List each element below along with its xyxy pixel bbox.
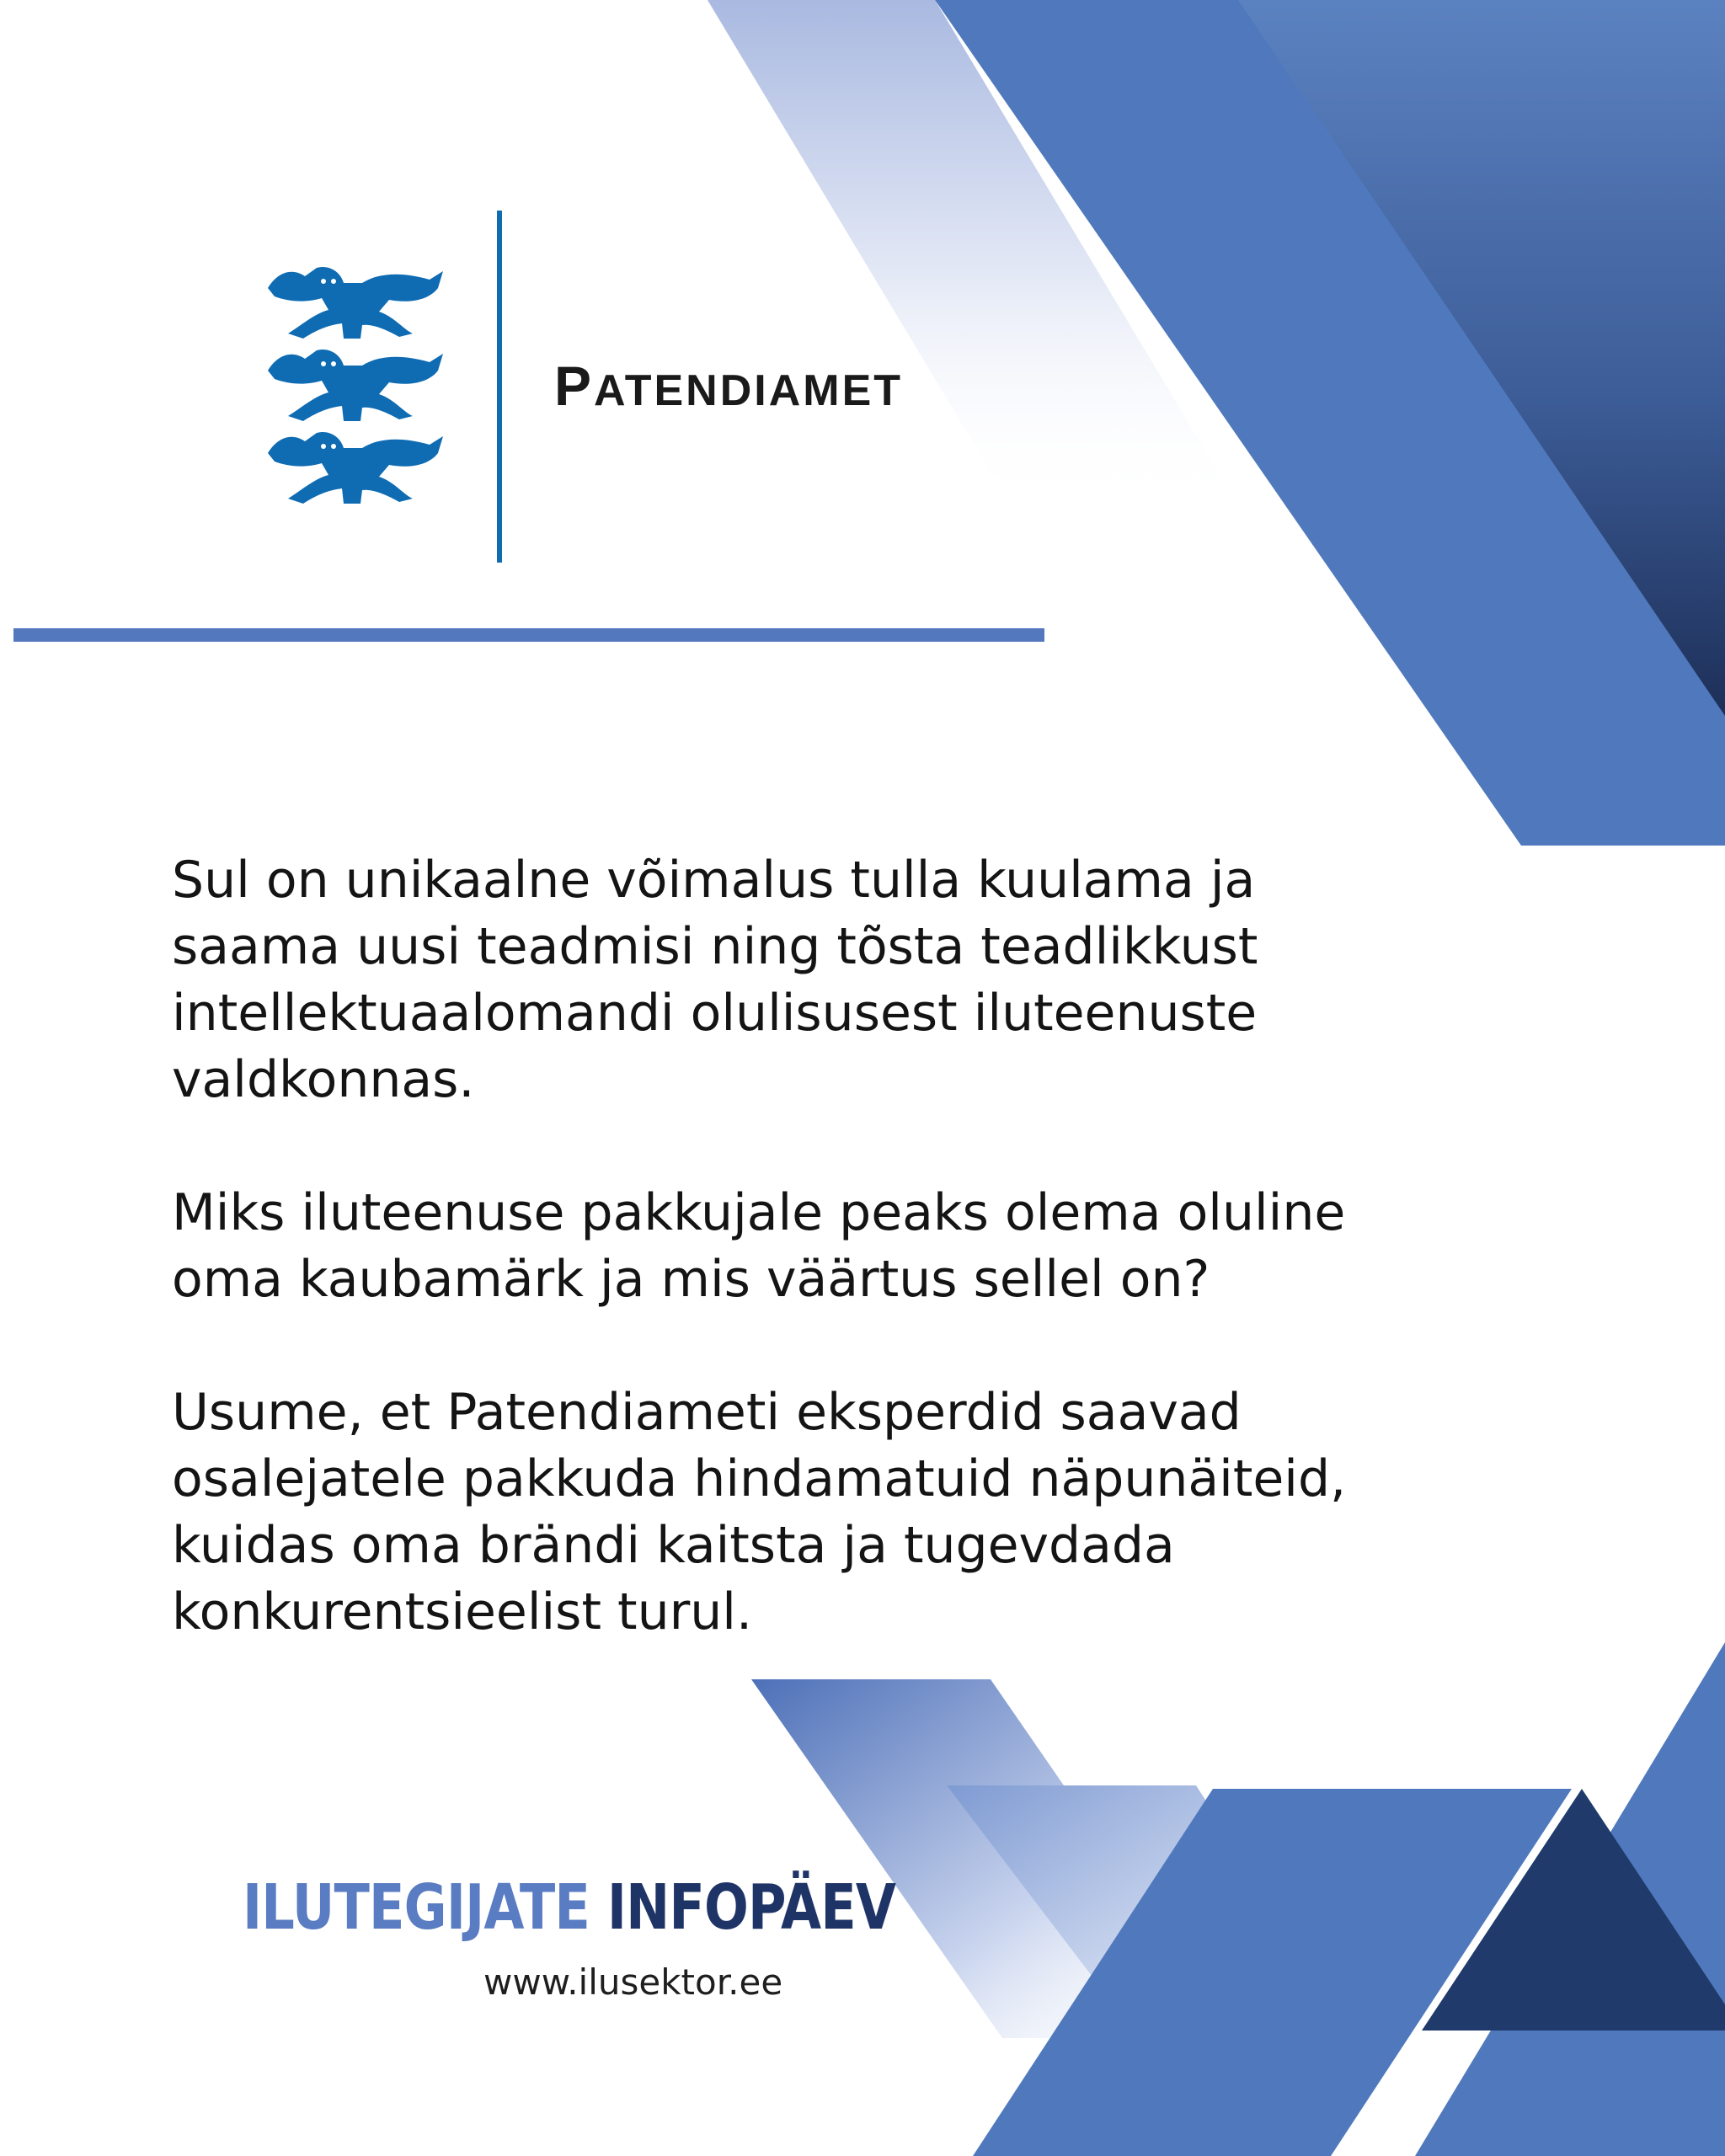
body-paragraph-1: Sul on unikaalne võimalus tulla kuulama ja saama uusi teadmisi ning tõsta teadlikkust intellektuaalomandi olulisusest iluteenuste valdkonnas. — [172, 851, 1258, 1109]
lion-icon — [268, 350, 443, 421]
logo-divider — [497, 211, 502, 563]
body-paragraph-3: Usume, et Patendiameti eksperdid saavad osalejatele pakkuda hindamatuid näpunäiteid, kuidas oma brändi kaitsta ja tugevdada konkurentsieelist turul. — [172, 1383, 1347, 1641]
lion-icon — [268, 267, 443, 339]
wordmark-rest: ATENDIAMET — [594, 366, 904, 415]
event-title — [243, 1871, 896, 1944]
agency-wordmark — [554, 355, 904, 417]
header-rule — [13, 628, 1044, 642]
bottom-right-decoration — [751, 1642, 1725, 2156]
body-copy — [172, 847, 1621, 1712]
website-link[interactable]: www.ilusektor.ee — [483, 1961, 783, 2003]
wordmark-initial: P — [554, 355, 595, 417]
event-title-part1: ILUTEGIJATE — [243, 1871, 590, 1944]
event-title-part2: INFOPÄEV — [606, 1871, 896, 1944]
body-paragraph-2: Miks iluteenuse pakkujale peaks olema oluline oma kaubamärk ja mis väärtus sellel on? — [172, 1183, 1346, 1309]
three-lions-coat-of-arms-icon — [263, 263, 448, 507]
lion-icon — [268, 432, 443, 504]
top-right-decoration — [708, 0, 1725, 846]
